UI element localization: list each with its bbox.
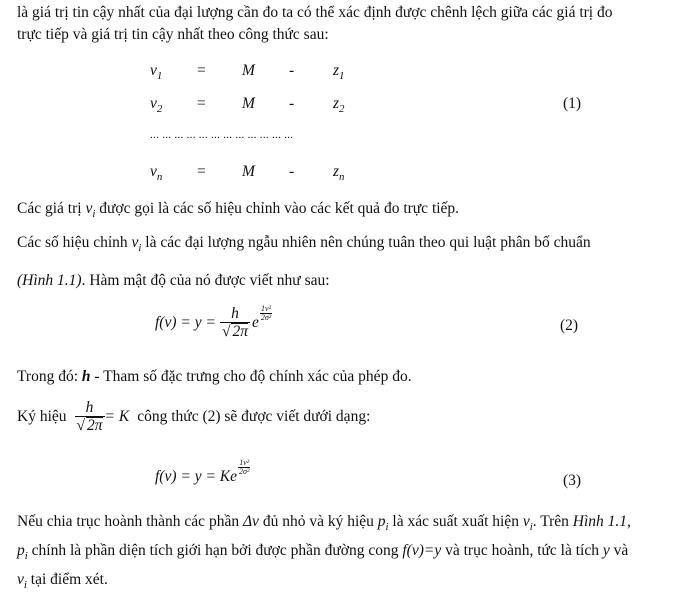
figure-reference: (Hình 1.1) (17, 272, 82, 290)
equation-row (0, 62, 680, 84)
text-run: công thức (2) sẽ được viết dưới dạng: (137, 408, 371, 426)
equals-sign: = (197, 62, 206, 79)
v-symbol: $v_1$ (150, 62, 163, 83)
fraction-denominator: √ 2π (76, 417, 103, 435)
text-line: $v_i$ tại điểm xét. (17, 571, 108, 592)
paragraph-intro (17, 2, 613, 46)
fraction-numerator: h (231, 305, 239, 322)
text-line: $p_i$ chính là phần diện tích giới hạn bởi được phần đường cong f(v)=y và trục hoành, tức là tích y và (17, 542, 629, 563)
exponent-fraction: $\frac{\text{1v²}}{\text{2σ²}}$ (239, 457, 250, 476)
v-symbol: $v_2$ (150, 95, 163, 116)
text-line (17, 232, 591, 259)
text-line: là giá trị tin cậy nhất của đại lượng cần đo ta có thể xác định được chênh lệch giữa các giá trị đo (17, 4, 613, 21)
h-symbol: h (81, 368, 91, 385)
k-definition: = K (104, 408, 130, 426)
v-symbol: $v_n$ (150, 163, 163, 184)
equals-sign: = (197, 95, 206, 112)
text-line: Nếu chia trục hoành thành các phần Δv đủ nhỏ và ký hiệu $p_i$ là xác suất xuất hiện $v_i$. Trên Hình 1.1, (17, 513, 631, 534)
exponent-fraction: $\frac{\text{1v²}}{\text{2σ²}}$ (260, 303, 272, 322)
text-run: Ký hiệu (17, 408, 67, 426)
equals-sign: = (197, 163, 206, 180)
vi-symbol: $v_i$ (85, 200, 96, 221)
equation-number: (2) (560, 317, 579, 334)
minus-sign: - (289, 163, 295, 180)
equation-3 (155, 457, 250, 486)
m-symbol: M (242, 95, 255, 112)
paragraph-notation (17, 400, 370, 435)
text-run: - Tham số đặc trưng cho độ chính xác của phép đo. (90, 368, 412, 385)
vi-symbol: $v_i$ (131, 234, 142, 255)
z-symbol: $z_2$ (333, 95, 345, 116)
equation-2 (155, 303, 272, 341)
m-symbol: M (242, 62, 255, 79)
paragraph-probability (17, 510, 631, 597)
paragraph-distribution (17, 232, 591, 292)
text-run: được gọi là các số hiệu chỉnh vào các kết quả đo trực tiếp. (95, 200, 460, 217)
paragraph-correction (17, 198, 459, 225)
fraction-numerator: h (85, 399, 94, 416)
ellipsis-row: ... ... ... ... ... ... ... ... ... ... ... ... (150, 129, 294, 141)
fraction (75, 400, 105, 435)
z-symbol: $z_1$ (333, 62, 345, 83)
text-run: Trong đó: (17, 368, 82, 385)
fraction-denominator: √ 2π (221, 323, 248, 341)
z-symbol: $z_n$ (333, 163, 345, 184)
text-line: trực tiếp và giá trị tin cậy nhất theo công thức sau: (17, 26, 329, 43)
text-run: là các đại lượng ngẫu nhiên nên chúng tuân theo qui luật phân bố chuẩn (141, 234, 591, 251)
exp-base: e (251, 314, 259, 332)
minus-sign: - (289, 62, 295, 79)
text-run: Các số hiệu chỉnh (17, 234, 132, 251)
equation-lhs: f(v) = y = (155, 314, 216, 332)
text-line (17, 270, 591, 292)
paragraph-where (17, 366, 412, 388)
minus-sign: - (289, 95, 295, 112)
text-run: . Hàm mật độ của nó được viết như sau: (81, 272, 330, 290)
m-symbol: M (242, 163, 255, 180)
equation-row (0, 163, 680, 185)
text-run: Các giá trị (17, 200, 86, 217)
fraction (220, 306, 250, 341)
equation-number: (1) (563, 95, 582, 112)
equation-lhs: f(v) = y = Ke (155, 468, 238, 485)
equation-number: (3) (563, 472, 582, 489)
